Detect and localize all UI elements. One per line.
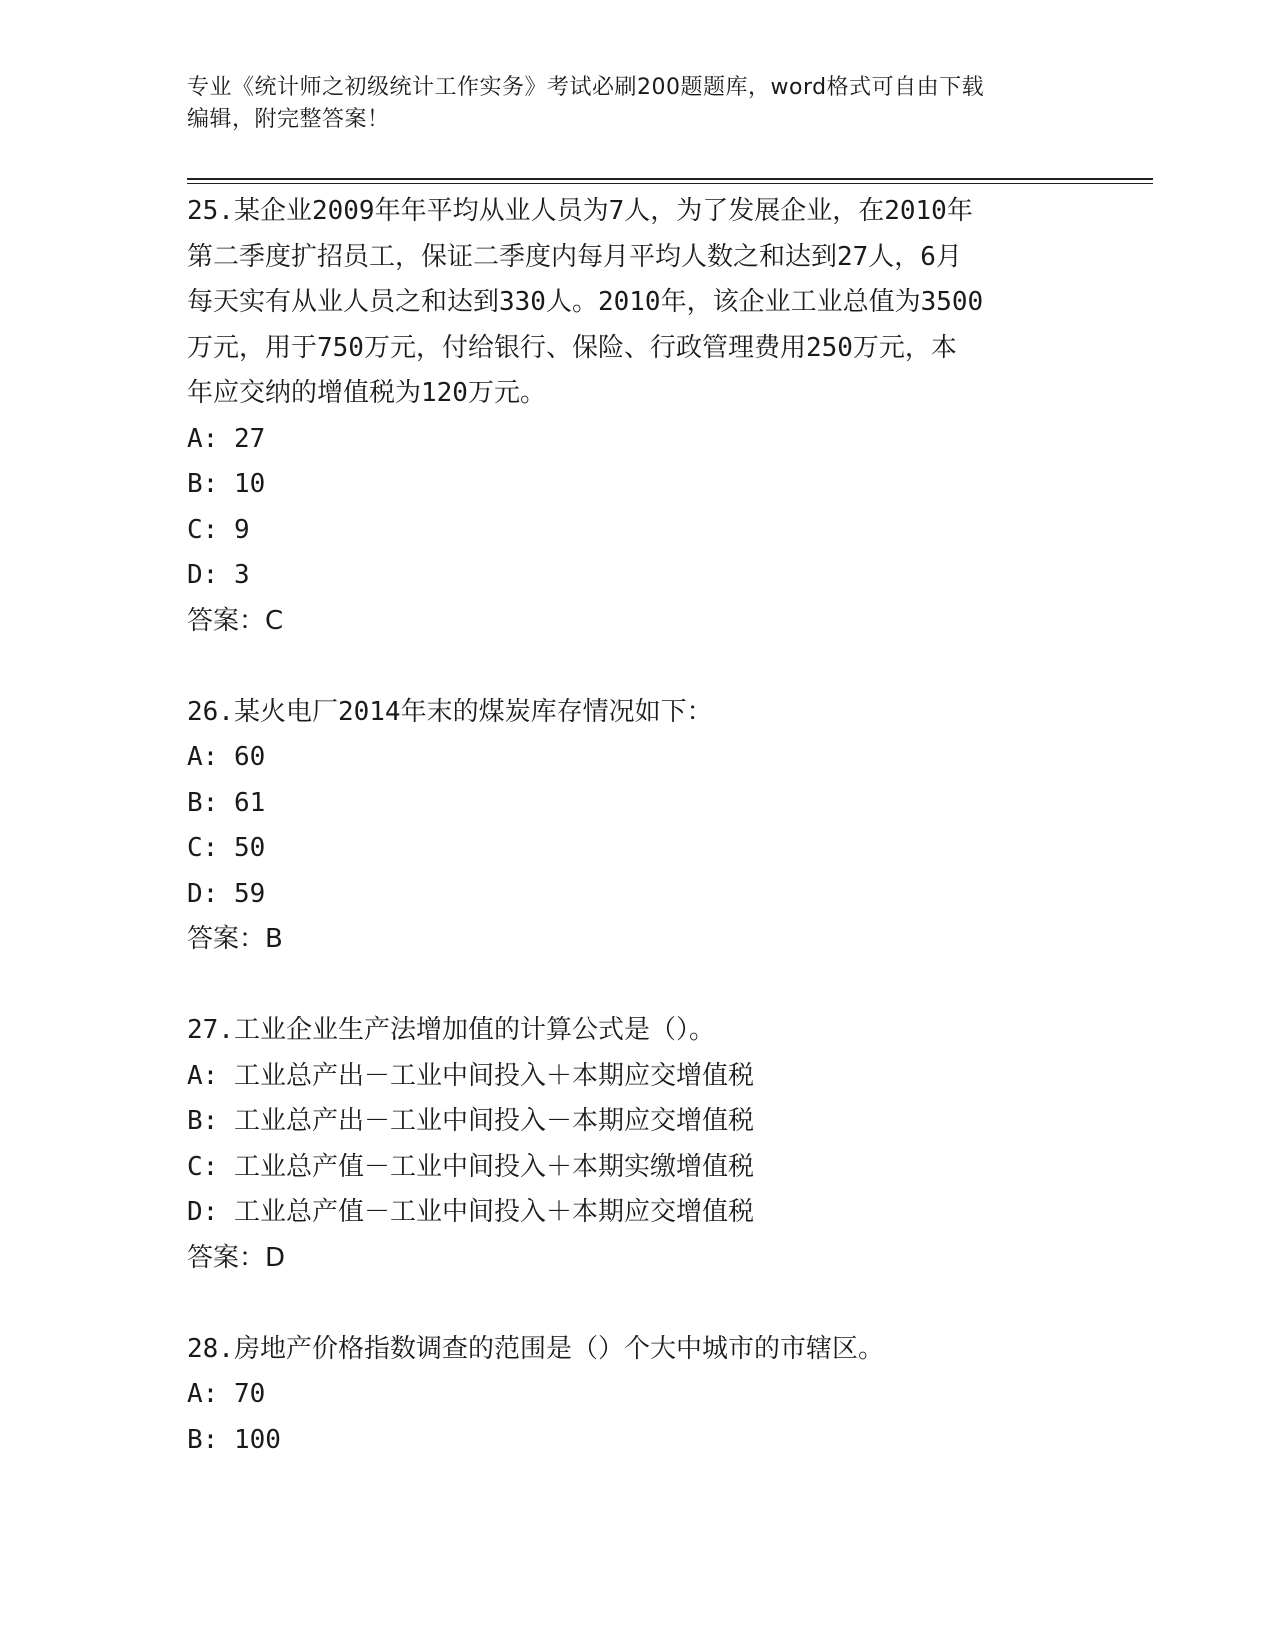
header-line-2: 编辑，附完整答案！ [187, 107, 390, 132]
answer-line: 答案：D [187, 1242, 286, 1273]
spacer [187, 1281, 1087, 1327]
option-c: C: 50 [187, 833, 266, 863]
option-d: D: 59 [187, 878, 266, 909]
question-stem-line: 26.某火电厂2014年末的煤炭库存情况如下： [187, 696, 713, 727]
answer-line: 答案：C [187, 605, 284, 636]
option-c: C: 工业总产值－工业中间投入＋本期实缴增值税 [187, 1151, 754, 1182]
header-rule-thin [187, 183, 1153, 184]
spacer [187, 963, 1087, 1009]
header-line-1: 专业《统计师之初级统计工作实务》考试必刷200题题库，word格式可自由下载 [187, 75, 985, 100]
question-stem-line: 27.工业企业生产法增加值的计算公式是（）。 [187, 1015, 715, 1045]
question-stem-line: 万元，用于750万元，付给银行、保险、行政管理费用250万元，本 [187, 332, 957, 363]
option-c: C: 9 [187, 514, 250, 545]
spacer [187, 644, 1087, 690]
option-d: D: 工业总产值－工业中间投入＋本期应交增值税 [187, 1197, 754, 1227]
document-header [187, 72, 1087, 136]
question-27 [187, 1008, 1087, 1281]
question-stem-line: 年应交纳的增值税为120万元。 [187, 378, 546, 408]
option-d: D: 3 [187, 560, 250, 590]
question-28 [187, 1327, 1087, 1464]
option-b: B: 10 [187, 469, 266, 499]
option-b: B: 100 [187, 1424, 281, 1455]
question-stem-line: 每天实有从业人员之和达到330人。2010年，该企业工业总值为3500 [187, 287, 984, 317]
question-26 [187, 690, 1087, 963]
question-stem-line: 第二季度扩招员工，保证二季度内每月平均人数之和达到27人，6月 [187, 241, 962, 272]
option-a: A: 工业总产出－工业中间投入＋本期应交增值税 [187, 1060, 754, 1091]
answer-line: 答案：B [187, 924, 283, 954]
option-b: B: 61 [187, 787, 266, 818]
option-a: A: 27 [187, 423, 266, 454]
question-list [187, 189, 1087, 1463]
header-rule-thick [187, 178, 1153, 180]
question-25 [187, 189, 1087, 644]
option-b: B: 工业总产出－工业中间投入－本期应交增值税 [187, 1106, 754, 1136]
option-a: A: 70 [187, 1379, 266, 1409]
option-a: A: 60 [187, 742, 266, 772]
question-stem-line: 25.某企业2009年年平均从业人员为7人，为了发展企业，在2010年 [187, 196, 973, 226]
question-stem-line: 28.房地产价格指数调查的范围是（）个大中城市的市辖区。 [187, 1333, 884, 1364]
